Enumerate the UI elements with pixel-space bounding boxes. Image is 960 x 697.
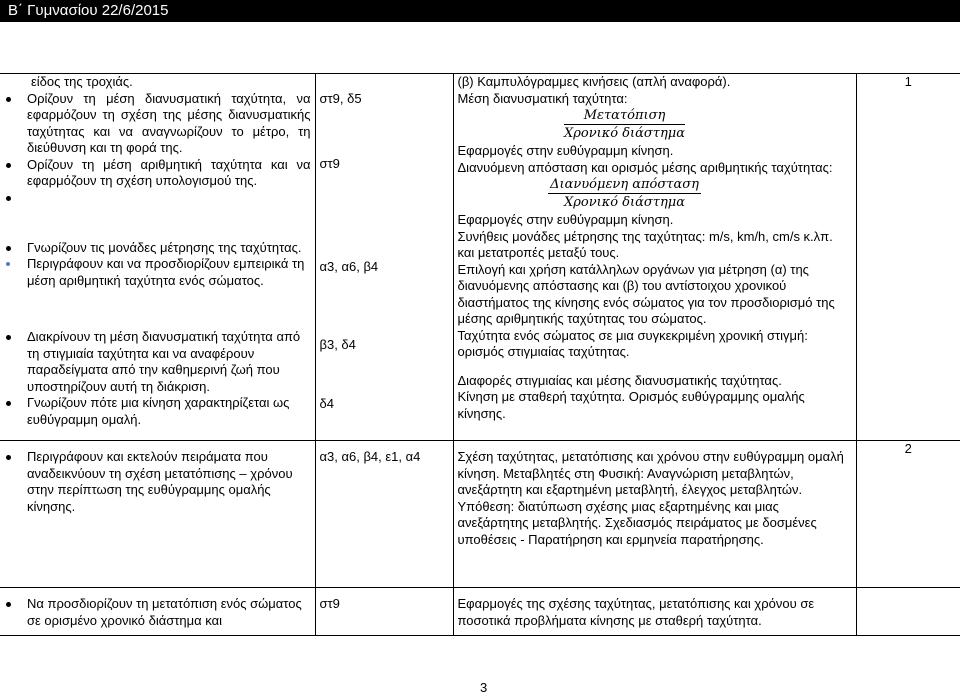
list-item: Γνωρίζουν πότε μια κίνηση χαρακτηρίζεται ως ευθύγραμμη ομαλή. bbox=[0, 395, 311, 428]
content-cell bbox=[453, 74, 856, 441]
content-text: Εφαρμογές στην ευθύγραμμη κίνηση. bbox=[457, 143, 674, 158]
page-number: 3 bbox=[480, 680, 488, 695]
fraction-denominator: Χρονικό διάστημα bbox=[564, 195, 685, 210]
hours-value: 2 bbox=[904, 441, 912, 456]
document-header bbox=[0, 0, 960, 22]
codes-cell bbox=[315, 441, 453, 588]
hours-cell bbox=[856, 441, 960, 588]
table-row bbox=[0, 588, 960, 636]
header-title: Β΄ Γυμνασίου 22/6/2015 bbox=[8, 2, 169, 19]
hours-cell bbox=[856, 74, 960, 441]
speed-fraction bbox=[548, 176, 701, 212]
objectives-cell bbox=[0, 588, 315, 636]
list-item: Περιγράφουν και εκτελούν πειράματα που αναδεικνύουν τη σχέση μετατόπισης – χρόνου στην περίπτωση της ευθύγραμμης ομαλής κίνησης. bbox=[0, 449, 307, 515]
content-text: (β) Καμπυλόγραμμες κινήσεις (απλή αναφορά). bbox=[457, 74, 731, 89]
code-label: στ9 bbox=[319, 596, 340, 611]
code-label: στ9, δ5 bbox=[319, 90, 362, 106]
list-item: Γνωρίζουν τις μονάδες μέτρησης της ταχύτητας. bbox=[0, 240, 311, 257]
fraction-numerator: Μετατόπιση bbox=[564, 107, 685, 125]
content-text: Σχέση ταχύτητας, μετατόπισης και χρόνου στην ευθύγραμμη ομαλή κίνηση. Μεταβλητές στη Φυσική: Αναγνώριση μεταβλητών, ανεξάρτητη και εξαρτημένη μεταβλητή, έλεγχος μεταβλητών. Υπόθεση: διατύπωση σχέσης μιας εξαρτημένης και μιας ανεξάρτητης μεταβλητής. Σχεδιασμός πειράματος με δοσμένες υποθέσεις - Παρατήρηση και ερμηνεία παρατήρησης. bbox=[457, 449, 844, 547]
objectives-cell bbox=[0, 74, 315, 441]
code-label: α3, α6, β4, ε1, α4 bbox=[319, 449, 421, 464]
content-text: Διαφορές στιγμιαίας και μέσης διανυσματικής ταχύτητας. bbox=[457, 372, 782, 388]
table-row bbox=[0, 74, 960, 441]
list-item: Ορίζουν τη μέση διανυσματική ταχύτητα, να εφαρμόζουν τη σχέση της μέσης διανυσματικής ταχύτητας και να αναγνωρίζουν το μέτρο, τη διεύθυνση και τη φορά της. bbox=[0, 91, 311, 157]
fraction-numerator: Διανυόμενη απόσταση bbox=[550, 177, 699, 192]
list-item: Περιγράφουν και να προσδιορίζουν εμπειρικά τη μέση αριθμητική ταχύτητα ενός σώματος. bbox=[0, 256, 311, 289]
codes-cell bbox=[315, 74, 453, 441]
table-row bbox=[0, 441, 960, 588]
fraction-denominator: Χρονικό διάστημα bbox=[564, 126, 685, 141]
hours-value: 1 bbox=[904, 74, 912, 89]
code-label: στ9 bbox=[319, 156, 340, 171]
code-label: β3, δ4 bbox=[319, 337, 356, 352]
hours-cell bbox=[856, 588, 960, 636]
content-cell bbox=[453, 588, 856, 636]
list-item: Να προσδιορίζουν τη μετατόπιση ενός σώματος σε ορισμένο χρονικό διάστημα και bbox=[0, 596, 307, 629]
content-text: Εφαρμογές στην ευθύγραμμη κίνηση. bbox=[457, 212, 674, 227]
content-text: Εφαρμογές της σχέσης ταχύτητας, μετατόπισης και χρόνου σε ποσοτικά προβλήματα κίνησης με σταθερή ταχύτητα. bbox=[457, 596, 815, 628]
spacer bbox=[0, 190, 311, 206]
code-label: δ4 bbox=[319, 395, 334, 411]
content-text: Συνήθεις μονάδες μέτρησης της ταχύτητας: m/s, km/h, cm/s κ.λπ. και μετατροπές μεταξύ τους. bbox=[457, 228, 833, 260]
content-text: Κίνηση με σταθερή ταχύτητα. Ορισμός ευθύγραμμης ομαλής κίνησης. bbox=[457, 389, 805, 421]
code-label: α3, α6, β4 bbox=[319, 258, 379, 274]
content-cell bbox=[453, 441, 856, 588]
content-text: Ταχύτητα ενός σώματος σε μια συγκεκριμένη χρονική στιγμή: ορισμός στιγμιαίας ταχύτητας. bbox=[457, 327, 808, 359]
content-text: Μέση διανυσματική ταχύτητα: bbox=[457, 90, 628, 106]
content-text: Επιλογή και χρήση κατάλληλων οργάνων για μέτρηση (α) της διανυόμενης απόστασης και (β) του αντίστοιχου χρονικού διαστήματος της κίνησης ενός σώματος για τον προσδιορισμό της μέσης αριθμητικής ταχύτητας του σώματος. bbox=[457, 261, 835, 326]
objectives-cell bbox=[0, 441, 315, 588]
list-item: Ορίζουν τη μέση αριθμητική ταχύτητα και να εφαρμόζουν τη σχέση υπολογισμού της. bbox=[0, 157, 311, 190]
content-text: Διανυόμενη απόσταση και ορισμός μέσης αριθμητικής ταχύτητας: bbox=[457, 159, 833, 175]
velocity-fraction bbox=[564, 107, 685, 143]
list-item: Διακρίνουν τη μέση διανυσματική ταχύτητα από τη στιγμιαία ταχύτητα και να αναφέρουν παραδείγματα από την καθημερινή ζωή που υποστηρίζουν αυτή τη διάκριση. bbox=[0, 329, 311, 395]
codes-cell bbox=[315, 588, 453, 636]
objective-continuation: είδος της τροχιάς. bbox=[31, 74, 133, 89]
curriculum-table bbox=[0, 73, 960, 636]
